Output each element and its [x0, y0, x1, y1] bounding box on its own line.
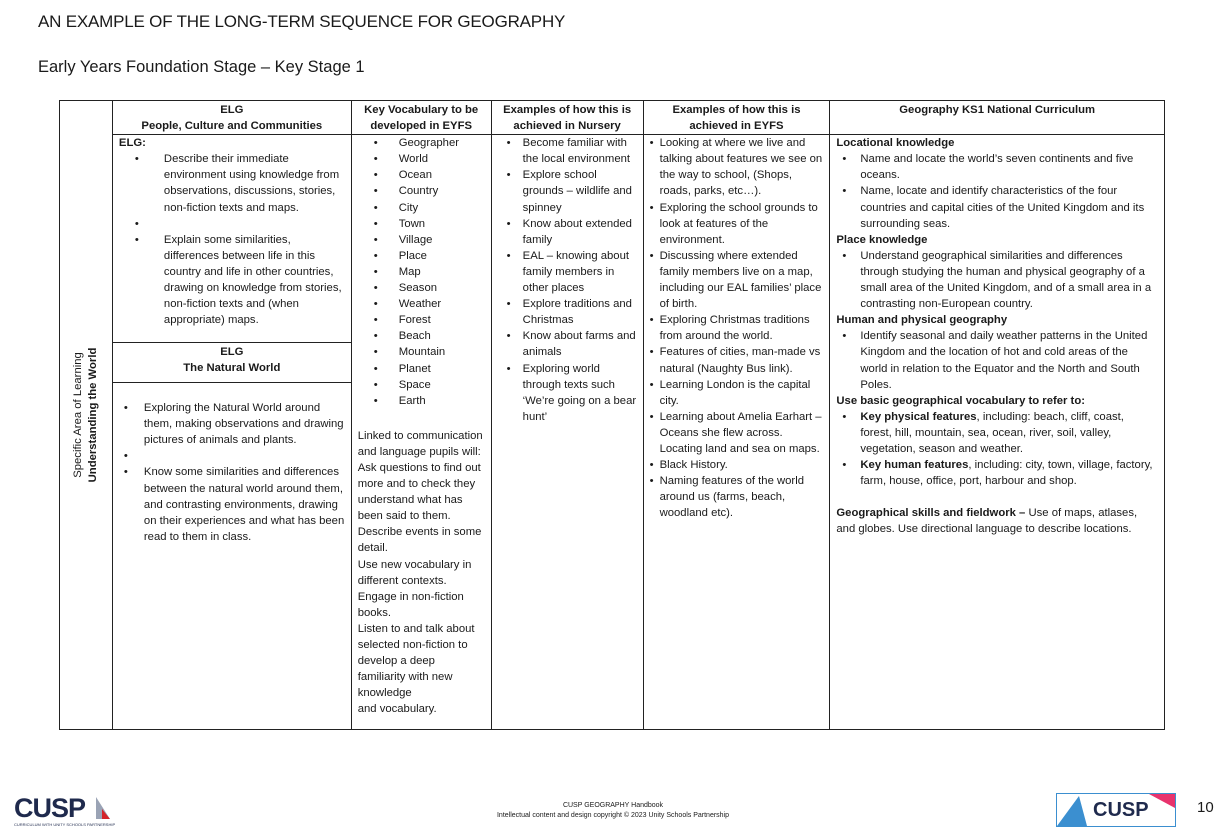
- list-item: Ask questions to find out more and to check they understand what has been said to them.: [357, 461, 481, 523]
- elg-natural-cell: • Exploring the Natural World around them, making observations and drawing pictures of animals and plants. • • Know some similarities and differences between the natural world around them, and contrasting environments, drawing on their experiences and what has been read to them in class.: [112, 383, 351, 730]
- list-item: • Black History.: [650, 457, 824, 473]
- list-item: • Geographer: [358, 135, 485, 151]
- list-item: • World: [358, 151, 485, 167]
- list-item: • Exploring world through texts such ‘We’re going on a bear hunt’: [498, 361, 637, 425]
- footer: CUSP GEOGRAPHY Handbook Intellectual content and design copyright © 2023 Unity Schools Partnership: [496, 802, 730, 819]
- list-item: • Map: [358, 264, 485, 280]
- list-item: Listen to and talk about selected non-fiction to develop a deep familiarity with new knowledge: [357, 622, 475, 700]
- vocab-cell: [351, 135, 491, 730]
- list-item: • Beach: [358, 328, 485, 344]
- list-item: • City: [358, 200, 485, 216]
- elg-people-cell: ELG: • Describe their immediate environment using knowledge from observations, discussions, stories, non-fiction texts and maps. • • Explain some similarities, differences between life in this country and life in other countries, drawing on knowledge from stories, non-fiction texts and (when appropriate) maps.: [112, 135, 351, 343]
- header-row: [60, 101, 1165, 135]
- list-item: • Become familiar with the local environment: [498, 135, 637, 167]
- header-vocab: Key Vocabulary to be developed in EYFS: [351, 101, 491, 135]
- svg-text:CUSP: CUSP: [14, 793, 86, 823]
- list-item: • Mountain: [358, 344, 485, 360]
- sequence-table: [59, 100, 1165, 730]
- list-item: • Explore school grounds – wildlife and spinney: [498, 167, 637, 215]
- eyfs-cell: [643, 135, 830, 730]
- header-elg-natural: ELG The Natural World: [112, 343, 351, 383]
- list-item: • Know about farms and animals: [498, 328, 637, 360]
- list-item: • Looking at where we live and talking about features we see on the way to school, (Shops, roads, parks, etc…).: [650, 135, 824, 199]
- list-item: • Exploring the school grounds to look at features of the environment.: [650, 200, 824, 248]
- page-title: AN EXAMPLE OF THE LONG-TERM SEQUENCE FOR GEOGRAPHY: [38, 12, 566, 31]
- ks1-cell: Locational knowledge • Name and locate the world’s seven continents and five oceans. • Name, locate and identify characteristics of the four countries and capital cities of the United Kingdom and its surrounding seas. Place knowledge • Understand geographical similarities and differences through studying the human and physical geography of a small area of the United Kingdom, and of a small area in a contrasting non-European country. Human and physical geography • Identify seasonal and daily weather patterns in the United Kingdom and the location of hot and cold areas of the world in relation to the Equator and the North and South Poles. Use basic geographical vocabulary to refer to: • Key physical features, including: beach, cliff, coast, forest, hill, mountain, sea, ocean, river, soil, valley, vegetation, season and weather. • Key human features, including: city, town, village, factory, farm, house, office, port, harbour and shop. Geographical skills and fieldwork – Use of maps, atlases, and globes. Use directional language to describe locations.: [830, 135, 1165, 730]
- page-subtitle: Early Years Foundation Stage – Key Stage 1: [38, 58, 365, 76]
- list-item: • Features of cities, man-made vs natural (Naughty Bus link).: [650, 344, 824, 376]
- list-item: • Explore traditions and Christmas: [498, 296, 637, 328]
- list-item: • Place: [358, 248, 485, 264]
- header-ks1: Geography KS1 National Curriculum: [830, 101, 1165, 135]
- list-item: • Planet: [358, 361, 485, 377]
- list-item: • Village: [358, 232, 485, 248]
- svg-text:CUSP: CUSP: [1093, 799, 1149, 821]
- header-elg-people: ELG People, Culture and Communities: [112, 101, 351, 135]
- list-item: • Weather: [358, 296, 485, 312]
- list-item: • Learning London is the capital city.: [650, 377, 824, 409]
- list-item: • Explain some similarities, differences between life in this country and life in other countries, drawing on knowledge from stories, non-fiction texts and (when appropriate) maps.: [119, 232, 345, 329]
- list-item: • Earth: [358, 393, 485, 409]
- list-item: • Know about extended family: [498, 216, 637, 248]
- list-item: • Learning about Amelia Earhart – Oceans she flew across. Locating land and sea on maps.: [650, 409, 824, 457]
- list-item: Engage in non-fiction books.: [357, 590, 464, 619]
- list-item: • Describe their immediate environment using knowledge from observations, discussions, stories, non-fiction texts and maps.: [119, 151, 345, 215]
- list-item: • Season: [358, 280, 485, 296]
- list-item: • Ocean: [358, 167, 485, 183]
- list-item: • Town: [358, 216, 485, 232]
- list-item: Use new vocabulary in different contexts.: [357, 558, 472, 587]
- list-item: Linked to communication and language pupils will:: [357, 429, 483, 458]
- nursery-cell: [491, 135, 643, 730]
- list-item: • Space: [358, 377, 485, 393]
- list-item: • Discussing where extended family members live on a map, including our EAL families’ place of birth.: [650, 248, 824, 312]
- list-item: • Naming features of the world around us (farms, beach, woodland etc).: [650, 473, 824, 521]
- logo-right: [1056, 793, 1176, 827]
- list-item: • Country: [358, 183, 485, 199]
- header-nursery: Examples of how this is achieved in Nursery: [491, 101, 643, 135]
- list-item: • EAL – knowing about family members in other places: [498, 248, 637, 296]
- list-item: • Exploring Christmas traditions from around the world.: [650, 312, 824, 344]
- page-number: 10: [1197, 799, 1214, 816]
- svg-text:CURRICULUM WITH UNITY SCHOOLS: CURRICULUM WITH UNITY SCHOOLS PARTNERSHIP: [14, 822, 116, 827]
- list-item: and vocabulary.: [357, 703, 437, 716]
- list-item: Describe events in some detail.: [357, 526, 482, 555]
- header-eyfs: Examples of how this is achieved in EYFS: [643, 101, 830, 135]
- list-item: • Forest: [358, 312, 485, 328]
- side-label: Specific Area of Learning Understanding the World: [60, 101, 113, 730]
